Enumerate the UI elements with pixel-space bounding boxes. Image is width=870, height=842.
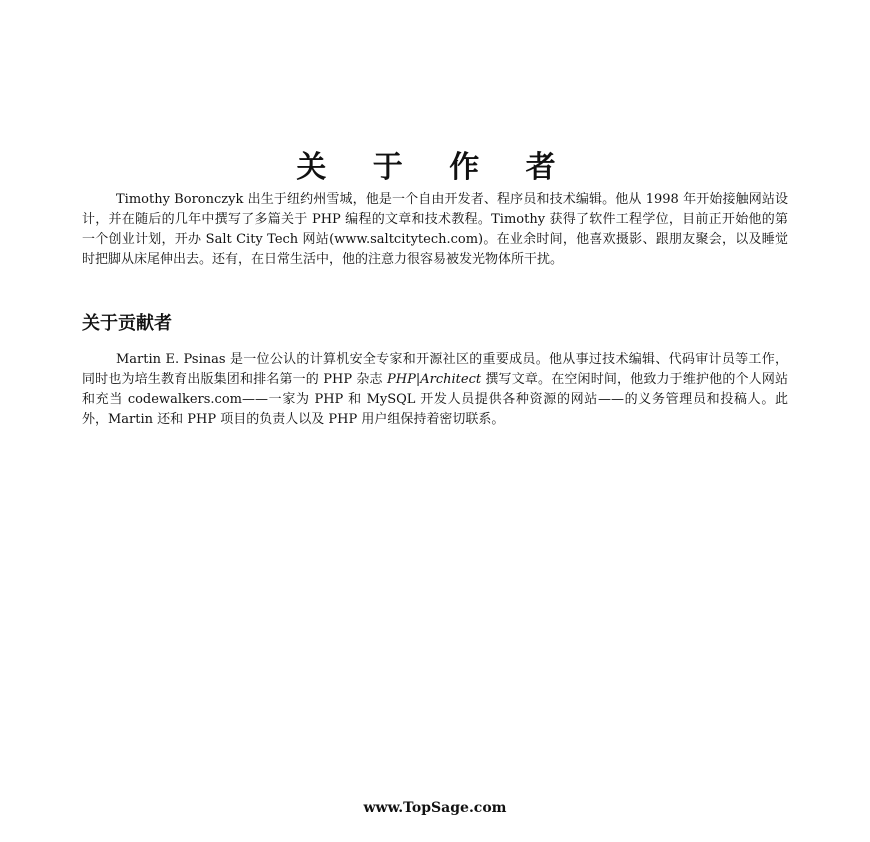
contributor-bio-section	[82, 350, 788, 430]
contributor-bio-text-before-magazine: Martin E. Psinas 是一位公认的计算机安全专家和开源社区的重要成员。他从事过技术编辑、代码审计员等工作，同时也为培生教育出版集团和排名第一的 PHP 杂志	[82, 352, 788, 387]
author-bio-paragraph: Timothy Boronczyk 出生于纽约州雪城，他是一个自由开发者、程序员和技术编辑。他从 1998 年开始接触网站设计，并在随后的几年中撰写了多篇关于 PHP 编程的文章和技术教程。Timothy 获得了软件工程学位，目前正开始他的第一个创业计划，开办 Salt City Tech 网站(www.saltcitytech.com)。在业余时间，他喜欢摄影、跟朋友聚会，以及睡觉时把脚从床尾伸出去。还有，在日常生活中，他的注意力很容易被发光物体所干扰。	[82, 192, 788, 267]
magazine-name: PHP|Architect	[387, 372, 482, 387]
contributor-bio-paragraph	[82, 350, 788, 430]
contributor-bio-text-after-magazine: 撰写文章。在空闲时间，他致力于维护他的个人网站和充当 codewalkers.com——一家为 PHP 和 MySQL 开发人员提供各种资源的网站——的义务管理员和投稿人。此外，Martin 还和 PHP 项目的负责人以及 PHP 用户组保持着密切联系。	[82, 372, 789, 427]
author-bio-section	[82, 190, 788, 270]
footer-url: www.TopSage.com	[363, 800, 507, 816]
page-title: 关 于 作 者	[296, 150, 574, 186]
contributor-section-heading: 关于贡献者	[82, 313, 172, 334]
